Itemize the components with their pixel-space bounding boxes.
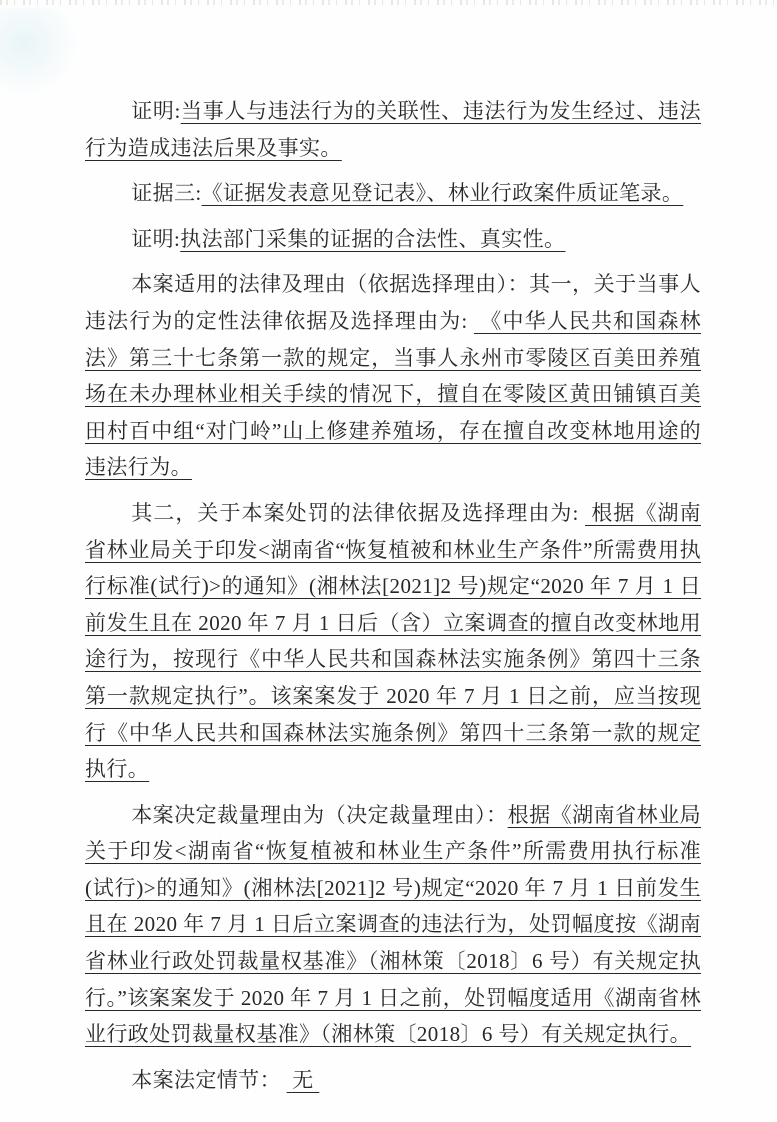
underlined-segment: 当事人与违法行为的关联性、违法行为发生经过、违法行为造成违法后果及事实。 [85, 99, 701, 160]
paragraph-prefix: 本案决定裁量理由为（决定裁量理由）： [131, 802, 508, 827]
scan-artifact-corner-smudge [0, 8, 80, 98]
paragraph-prefix: 本案法定情节： [131, 1067, 287, 1092]
applicable-law-paragraph [85, 266, 701, 486]
document-body [85, 93, 701, 1107]
scan-artifact-top-edge [0, 0, 777, 5]
discretion-reason-paragraph [85, 797, 701, 1053]
paragraph-prefix: 本案适用的法律及理由（依据选择理由）：其一，关于当事人违法行为的定性法律依据及选择理由为: [85, 272, 701, 333]
paragraph-prefix: 证据三: [131, 181, 202, 206]
evidence-item-3 [85, 175, 701, 212]
paragraph-prefix: 其二，关于本案处罚的法律依据及选择理由为: [131, 500, 586, 525]
underlined-segment: 根据《湖南省林业局关于印发<湖南省“恢复植被和林业生产条件”所需费用执行标准(试行)>的通知》(湘林法[2021]2 号)规定“2020 年 7 月 1 日前发生且在 2020 年 7 月 1 日后立案调查的违法行为，处罚幅度按《湖南省林业行政处罚裁量权基准》（湘林策〔2018〕6 号）有关规定执行。”该案案发于 2020 年 7 月 1 日之前，处罚幅度适用《湖南省林业行政处罚裁量权基准》（湘林策〔2018〕6 号）有关规定执行。 [85, 802, 701, 1047]
paragraph-prefix: 证明: [131, 226, 181, 251]
underlined-segment: 无 [286, 1067, 320, 1092]
statutory-circumstances-line [85, 1062, 701, 1099]
penalty-basis-paragraph [85, 495, 701, 788]
paragraph-prefix: 证明: [131, 99, 181, 123]
underlined-segment: 执法部门采集的证据的合法性、真实性。 [180, 226, 566, 251]
proof-statement-1 [85, 93, 701, 166]
underlined-segment: 《中华人民共和国森林法》第三十七条第一款的规定，当事人永州市零陵区百美田养殖场在未办理林业相关手续的情况下，擅自在零陵区黄田铺镇百美田村百中组“对门岭”山上修建养殖场，存在擅自改变林地用途的违法行为。 [85, 308, 701, 480]
proof-statement-2 [85, 221, 701, 258]
underlined-segment: 《证据发表意见登记表》、林业行政案件质证笔录。 [201, 181, 684, 206]
underlined-segment: 根据《湖南省林业局关于印发<湖南省“恢复植被和林业生产条件”所需费用执行标准(试行)>的通知》(湘林法[2021]2 号)规定“2020 年 7 月 1 日前发生且在 2020 年 7 月 1 日后（含）立案调查的擅自改变林地用途行为，按现行《中华人民共和国森林法实施条例》第四十三条第一款规定执行”。该案案发于 2020 年 7 月 1 日之前，应当按现行《中华人民共和国森林法实施条例》第四十三条第一款的规定执行。 [85, 500, 701, 782]
